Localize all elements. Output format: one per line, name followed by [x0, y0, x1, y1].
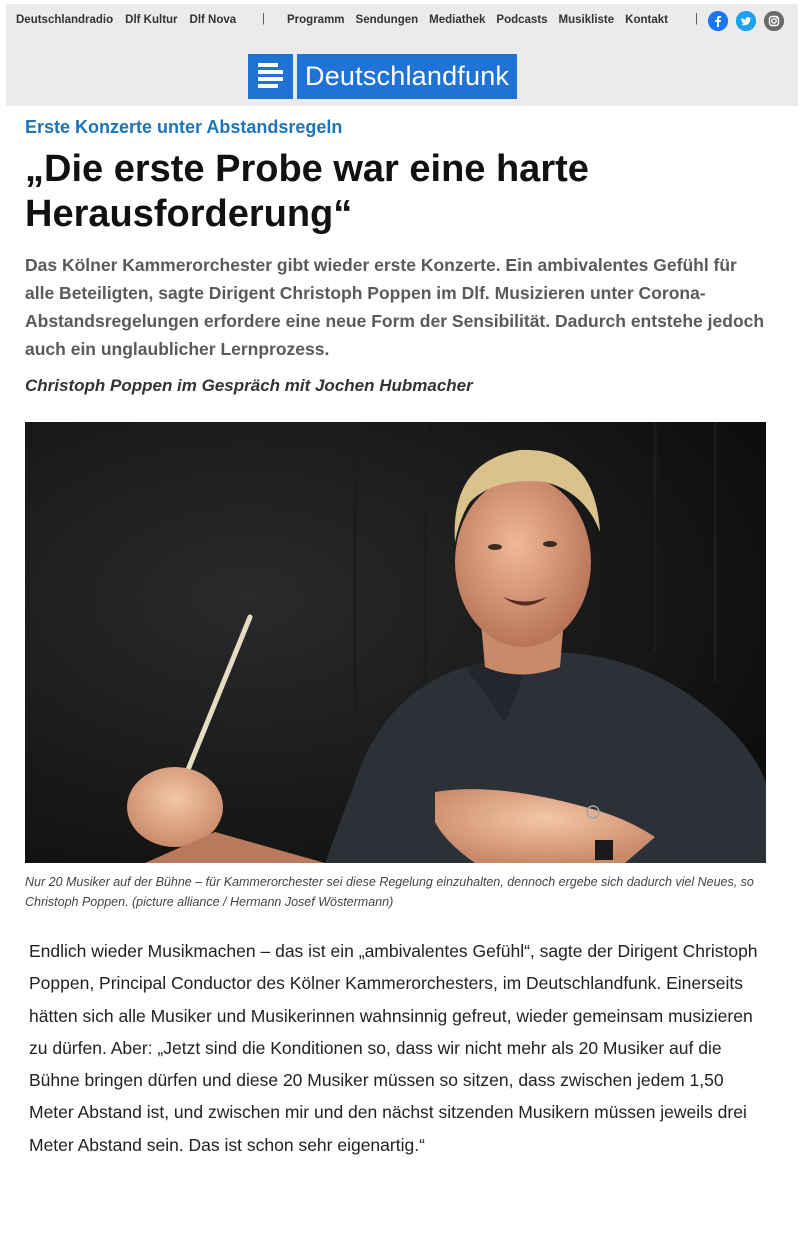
image-caption: Nur 20 Musiker auf der Bühne – für Kammerorchester sei diese Regelung einzuhalten, dennoch ergebe sich dadurch viel Neues, so Christoph Poppen. (picture alliance / Hermann Josef Wöstermann) [25, 875, 754, 909]
twitter-icon[interactable] [736, 11, 756, 31]
nav-separator: | [695, 13, 698, 25]
article-kicker: Erste Konzerte unter Abstandsregeln [25, 117, 343, 137]
deutschlandfunk-logo[interactable] [248, 54, 517, 99]
site-header [6, 4, 798, 106]
article-lead: Das Kölner Kammerorchester gibt wieder erste Konzerte. Ein ambivalentes Gefühl für alle Beteiligten, sagte Dirigent Christoph Poppen im Dlf. Musizieren unter Corona-Abstandsregelungen erfordere eine neue Form der Sensibilität. Dadurch entstehe jedoch auch ein unglaublicher Lernprozess. [25, 255, 765, 359]
article-body: Endlich wieder Musikmachen – das ist ein „ambivalentes Gefühl“, sagte der Dirigent Christoph Poppen, Principal Conductor des Kölner Kammerorchesters, im Deutschlandfunk. Einerseits hätten sich alle Musiker und Musikerinnen wahnsinnig gefreut, wieder gemeinsam musizieren zu dürfen. Aber: „Jetzt sind die Konditionen so, dass wir nicht mehr als 20 Musiker auf die Bühne bringen dürfen und diese 20 Musiker müssen so sitzen, dass zwischen jedem 1,50 Meter Abstand ist, und zwischen mir und den nächst sitzenden Musikern müssen jeweils drei Meter Abstand sein. Das ist schon sehr eigenartig.“ [29, 941, 758, 1155]
nav-link-dlf-nova[interactable]: Dlf Nova [189, 14, 237, 26]
nav-link-kontakt[interactable]: Kontakt [625, 14, 668, 26]
logo-text: Deutschlandfunk [297, 54, 517, 99]
nav-link-musikliste[interactable]: Musikliste [558, 14, 615, 26]
top-navigation [6, 4, 798, 40]
instagram-icon[interactable] [764, 11, 784, 31]
nav-link-mediathek[interactable]: Mediathek [429, 14, 486, 26]
logo-mark-icon [248, 54, 293, 99]
nav-link-sendungen[interactable]: Sendungen [355, 14, 419, 26]
facebook-icon[interactable] [708, 11, 728, 31]
article-byline: Christoph Poppen im Gespräch mit Jochen Hubmacher [25, 376, 473, 395]
nav-link-programm[interactable]: Programm [287, 14, 345, 26]
nav-separator: | [262, 13, 265, 25]
article-headline: „Die erste Probe war eine harte Herausforderung“ [25, 148, 589, 235]
nav-link-podcasts[interactable]: Podcasts [496, 14, 548, 26]
site-links [16, 14, 236, 26]
social-links [708, 11, 784, 31]
article-photo [25, 422, 766, 863]
nav-link-deutschlandradio[interactable]: Deutschlandradio [16, 14, 114, 26]
nav-link-dlf-kultur[interactable]: Dlf Kultur [125, 14, 178, 26]
main-navigation [287, 14, 668, 26]
